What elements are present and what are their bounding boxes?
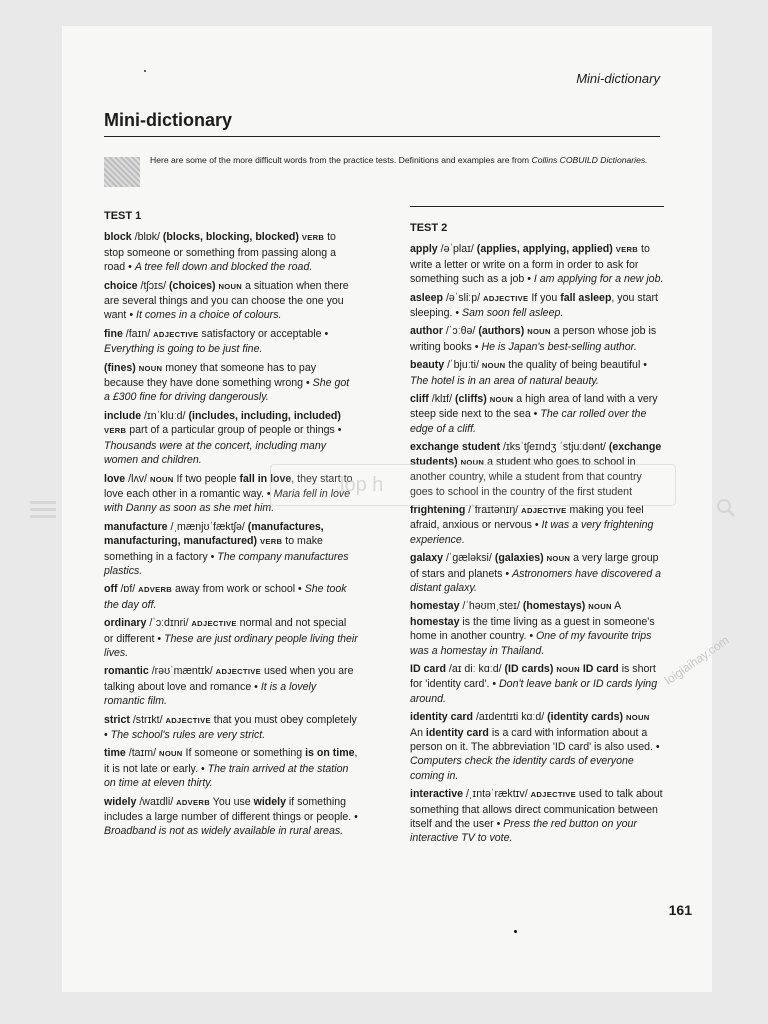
definition: money that someone has to pay because they have done something wrong: [104, 361, 317, 390]
cobuild-logo: [104, 157, 140, 187]
inflected-forms: (blocks, blocking, blocked): [162, 231, 299, 244]
part-of-speech: VERB: [104, 426, 127, 436]
intro-sentence: Here are some of the more difficult words from the practice tests. Definitions and examples are from: [150, 155, 530, 165]
part-of-speech: NOUN: [626, 713, 650, 723]
dictionary-entry: identity card /aɪdentɪti kɑːd/ (identity cards) NOUN An identity card is a card with information about a person on it. The abbreviation 'ID card' is also used. • Computers check the identity cards of everyone coming in.: [410, 711, 660, 782]
definition: satisfactory or acceptable: [201, 327, 322, 340]
example: One of my favourite trips was a homestay in Thailand.: [410, 630, 652, 657]
example: The hotel is in an area of natural beauty.: [410, 374, 599, 387]
title-rule: [104, 136, 660, 137]
definition: used when you are talking about love and romance: [104, 665, 354, 693]
example: Maria fell in love with Danny as soon as she met him.: [104, 487, 351, 515]
pronunciation: /blɒk/: [134, 231, 160, 244]
definition-lead: If two people: [176, 472, 240, 485]
part-of-speech: ADJECTIVE: [153, 329, 199, 339]
dictionary-entry: fine /faɪn/ ADJECTIVE satisfactory or acceptable • Everything is going to be just fine.: [104, 327, 329, 356]
pronunciation: /ˌmænjʊˈfæktʃə/: [170, 520, 245, 533]
column-test-1: [104, 206, 358, 843]
phrase-bold: ID card: [582, 662, 619, 675]
dictionary-entry: time /taɪm/ NOUN If someone or something is on time, it is not late or early. • The train arrived at the station on time at eleven thirty.: [104, 747, 358, 790]
definition: , they start to love each other in a romantic way.: [104, 472, 353, 500]
search-icon[interactable]: [716, 498, 736, 518]
headword: asleep: [410, 291, 443, 304]
inflected-forms: (ID cards): [504, 662, 554, 675]
speck: [514, 930, 517, 933]
part-of-speech: NOUN: [527, 327, 551, 337]
example: It was a very frightening experience.: [410, 519, 654, 546]
example: Everything is going to be just fine.: [104, 343, 263, 356]
phrase-bold: widely: [253, 795, 286, 808]
column-rule: [410, 206, 664, 207]
phrase-bold: is on time: [305, 747, 355, 760]
definition: , it is not late or early.: [104, 747, 358, 775]
definition: is a card with information about a person on it. The abbreviation 'ID card' is also used.: [410, 726, 653, 753]
page-title: Mini-dictionary: [104, 110, 233, 130]
part-of-speech: ADVERB: [138, 585, 173, 595]
example: Astronomers have discovered a distant galaxy.: [410, 567, 662, 594]
definition: used to talk about something that allows direct communication between itself and the user: [410, 788, 663, 831]
inflected-forms: (identity cards): [547, 711, 624, 724]
headword: ordinary: [104, 617, 147, 630]
dictionary-entry: love /lʌv/ NOUN If two people fall in love, they start to love each other in a romantic way. • Maria fell in love with Danny as soon as she met him.: [104, 472, 353, 515]
pronunciation: /ɒf/: [120, 583, 136, 596]
pronunciation: /taɪm/: [128, 747, 157, 760]
dictionary-entry: apply /əˈplaɪ/ (applies, applying, applied) VERB to write a letter or write on a form in order to ask for something such as a job • I am applying for a new job.: [410, 243, 664, 286]
search-overlay-text: lop h: [340, 474, 384, 496]
pronunciation: /ˌɪntəˈræktɪv/: [465, 788, 528, 801]
dictionary-entry: frightening /ˈfraɪtənɪŋ/ ADJECTIVE making you feel afraid, anxious or nervous • It was a very frightening experience.: [410, 503, 654, 546]
part-of-speech: ADJECTIVE: [483, 293, 529, 303]
part-of-speech: ADJECTIVE: [165, 715, 211, 725]
headword: cliff: [410, 393, 429, 406]
dictionary-entry: include /ɪnˈkluːd/ (includes, including, included) VERB part of a particular group of people or things • Thousands were at the concert, including many women and children.: [104, 409, 342, 467]
pronunciation: /strɪkt/: [132, 713, 163, 726]
part-of-speech: ADJECTIVE: [530, 790, 576, 800]
part-of-speech: NOUN: [159, 749, 183, 759]
column-test-2: [410, 206, 664, 850]
part-of-speech: NOUN: [481, 361, 506, 371]
example: Press the red button on your interactive TV to vote.: [410, 818, 637, 845]
part-of-speech: NOUN: [489, 395, 514, 405]
pronunciation: /ˈbjuːti/: [447, 359, 479, 372]
part-of-speech: VERB: [260, 537, 283, 547]
pronunciation: /ˈfraɪtənɪŋ/: [468, 503, 519, 516]
dictionary-entry: ordinary /ˈɔːdɪnri/ ADJECTIVE normal and not special or different • These are just ordinary people living their lives.: [104, 617, 358, 659]
pronunciation: /aɪ diː kɑːd/: [448, 662, 502, 675]
definition: , you start sleeping.: [410, 291, 658, 320]
entry-list: [104, 230, 358, 838]
pronunciation: /ˈɔːθə/: [445, 325, 476, 338]
phrase-bold: homestay: [410, 615, 460, 628]
dictionary-entry: off /ɒf/ ADVERB away from work or school • She took the day off.: [104, 583, 347, 611]
part-of-speech: ADJECTIVE: [191, 619, 237, 629]
pronunciation: /faɪn/: [125, 327, 151, 340]
headword: identity card: [410, 711, 473, 724]
example: The school's rules are very strict.: [110, 729, 266, 741]
definition: a high area of land with a very steep side next to the sea: [410, 393, 658, 421]
headword: widely: [104, 795, 137, 808]
dictionary-entry: asleep /əˈsliːp/ ADJECTIVE If you fall asleep, you start sleeping. • Sam soon fell asleep.: [410, 291, 658, 320]
speck: [144, 70, 146, 72]
definition: away from work or school: [175, 583, 296, 596]
pronunciation: /ɪksˈtʃeɪndʒ ˈstjuːdənt/: [503, 441, 606, 454]
headword: fine: [104, 327, 123, 340]
watermark: loigiaihay.com: [662, 632, 732, 688]
inflected-forms: (includes, including, included): [188, 409, 341, 422]
headword: ID card: [410, 662, 446, 675]
headword: (fines): [104, 361, 136, 374]
definition: part of a particular group of people or things: [129, 424, 335, 437]
example: The car rolled over the edge of a cliff.: [410, 408, 647, 435]
example: Don't leave bank or ID cards lying around.: [410, 678, 658, 705]
inflected-forms: (applies, applying, applied): [476, 243, 613, 256]
phrase-bold: identity card: [425, 726, 489, 739]
part-of-speech: NOUN: [588, 602, 612, 612]
definition: normal and not special or different: [104, 617, 347, 645]
pronunciation: /ˈhəʊmˌsteɪ/: [462, 600, 520, 613]
phrase-bold: fall in love: [239, 472, 292, 485]
pronunciation: /əˈplaɪ/: [440, 243, 474, 256]
example: The train arrived at the station on time at eleven thirty.: [104, 762, 349, 790]
example: Broadband is not as widely available in rural areas.: [104, 825, 344, 838]
part-of-speech: NOUN: [218, 281, 243, 291]
dictionary-entry: beauty /ˈbjuːti/ NOUN the quality of being beautiful • The hotel is in an area of natural beauty.: [410, 359, 647, 387]
pronunciation: /əˈsliːp/: [445, 291, 481, 304]
intro-text: [150, 154, 650, 166]
definition: that you must obey completely: [213, 713, 357, 726]
pronunciation: /klɪf/: [431, 393, 453, 406]
headword: galaxy: [410, 552, 443, 565]
definition: making you feel afraid, anxious or nervous: [410, 503, 644, 532]
dictionary-entry: (fines) NOUN money that someone has to pay because they have done something wrong • She got a £300 fine for driving dangerously.: [104, 361, 350, 404]
test-heading: TEST 1: [104, 210, 142, 222]
definition: to stop someone or something from passing along a road: [104, 231, 337, 274]
dictionary-entry: block /blɒk/ (blocks, blocking, blocked) VERB to stop someone or something from passing along a road • A tree fell down and blocked the road.: [104, 231, 337, 274]
pronunciation: /ˈgæləksi/: [445, 552, 492, 565]
headword: romantic: [104, 665, 149, 678]
dictionary-entry: cliff /klɪf/ (cliffs) NOUN a high area of land with a very steep side next to the sea • The car rolled over the edge of a cliff.: [410, 393, 658, 435]
part-of-speech: VERB: [615, 245, 639, 255]
example: These are just ordinary people living their lives.: [104, 632, 358, 659]
dictionary-entry: strict /strɪkt/ ADJECTIVE that you must obey completely • The school's rules are very strict.: [104, 713, 357, 741]
headword: apply: [410, 243, 438, 256]
pronunciation: /ɪnˈkluːd/: [144, 409, 186, 422]
pronunciation: /lʌv/: [128, 472, 147, 485]
example: She got a £300 fine for driving dangerously.: [104, 377, 350, 404]
headword: choice: [104, 279, 138, 292]
dictionary-entry: manufacture /ˌmænjʊˈfæktʃə/ (manufactures, manufacturing, manufactured) VERB to make something in a factory • The company manufactures plastics.: [104, 520, 349, 577]
headword: homestay: [410, 600, 460, 613]
pronunciation: /ˈɔːdɪnri/: [149, 617, 189, 630]
pronunciation: /tʃɔɪs/: [140, 279, 167, 292]
definition: the quality of being beautiful: [508, 359, 641, 372]
dictionary-entry: romantic /rəʊˈmæntɪk/ ADJECTIVE used when you are talking about love and romance • It is a lovely romantic film.: [104, 665, 354, 708]
part-of-speech: NOUN: [556, 664, 580, 674]
dictionary-entry: galaxy /ˈgæləksi/ (galaxies) NOUN a very large group of stars and planets • Astronomers have discovered a distant galaxy.: [410, 552, 662, 594]
test-heading: TEST 2: [410, 222, 448, 234]
inflected-forms: (galaxies): [494, 552, 544, 565]
headword: time: [104, 747, 126, 760]
definition: to make something in a factory: [104, 535, 323, 563]
part-of-speech: NOUN: [138, 363, 163, 373]
definition-lead: If someone or something: [185, 747, 306, 760]
definition: a person whose job is writing books: [410, 325, 657, 353]
definition: if something includes a large number of different things or people.: [104, 795, 352, 824]
dictionary-entry: widely /waɪdli/ ADVERB You use widely if something includes a large number of different things or people. • Broadband is not as widely available in rural areas.: [104, 795, 358, 838]
example: Sam soon fell asleep.: [462, 307, 564, 320]
headword: strict: [104, 713, 130, 726]
part-of-speech: VERB: [301, 233, 325, 243]
example: He is Japan's best-selling author.: [481, 340, 637, 353]
example: She took the day off.: [104, 583, 347, 611]
headword: beauty: [410, 359, 445, 372]
pronunciation: /waɪdli/: [139, 795, 174, 808]
example: Thousands were at the concert, including many women and children.: [104, 439, 327, 467]
example: It comes in a choice of colours.: [136, 309, 282, 322]
definition: a student who goes to school in another country, while a student from that country goes to school in the country of the first student: [410, 455, 642, 498]
dictionary-entry: ID card /aɪ diː kɑːd/ (ID cards) NOUN ID card is short for 'identity card'. • Don't leave bank or ID cards lying around.: [410, 662, 658, 705]
dictionary-entry: interactive /ˌɪntəˈræktɪv/ ADJECTIVE used to talk about something that allows direct communication between itself and the user • Press the red button on your interactive TV to vote.: [410, 788, 663, 845]
part-of-speech: NOUN: [460, 457, 485, 467]
dictionary-page: [62, 26, 732, 992]
part-of-speech: ADVERB: [176, 797, 210, 807]
inflected-forms: (homestays): [522, 600, 586, 613]
headword: exchange student: [410, 441, 501, 454]
dictionary-entry: author /ˈɔːθə/ (authors) NOUN a person whose job is writing books • He is Japan's best-selling author.: [410, 325, 657, 353]
search-overlay-bar[interactable]: [270, 464, 676, 506]
entry-list: [410, 242, 664, 845]
headword: manufacture: [104, 520, 168, 533]
pronunciation: /aɪdentɪti kɑːd/: [475, 711, 545, 724]
headword: block: [104, 231, 132, 244]
example: A tree fell down and blocked the road.: [134, 261, 313, 274]
dictionary-entry: homestay /ˈhəʊmˌsteɪ/ (homestays) NOUN A homestay is the time living as a guest in someone's home in another country. • One of my favourite trips was a homestay in Thailand.: [410, 600, 655, 657]
dictionary-entry: choice /tʃɔɪs/ (choices) NOUN a situation when there are several things and you can choose the one you want • It comes in a choice of colours.: [104, 279, 349, 322]
phrase-bold: fall asleep: [560, 291, 612, 304]
part-of-speech: NOUN: [149, 474, 174, 484]
running-head: Mini-dictionary: [576, 71, 660, 86]
example: Computers check the identity cards of everyone coming in.: [410, 755, 634, 782]
headword: off: [104, 583, 118, 596]
definition: is short for 'identity card'.: [410, 662, 656, 691]
definition-lead: An: [410, 726, 426, 739]
definition-lead: You use: [212, 795, 254, 808]
part-of-speech: ADJECTIVE: [215, 667, 261, 677]
definition-lead: If you: [531, 291, 561, 304]
inflected-forms: (authors): [478, 325, 525, 338]
pronunciation: /rəʊˈmæntɪk/: [151, 665, 213, 678]
headword: include: [104, 409, 142, 422]
part-of-speech: NOUN: [546, 554, 571, 564]
headword: author: [410, 325, 443, 338]
headword: frightening: [410, 503, 466, 516]
definition-lead: A: [614, 600, 621, 613]
inflected-forms: (manufactures, manufacturing, manufactured): [104, 520, 324, 548]
example: It is a lovely romantic film.: [104, 680, 317, 708]
page-number: 161: [668, 902, 692, 918]
example: The company manufactures plastics.: [104, 550, 349, 577]
definition: a very large group of stars and planets: [410, 552, 659, 580]
inflected-forms: (cliffs): [455, 393, 487, 406]
inflected-forms: (choices): [169, 279, 216, 292]
intro-source: Collins COBUILD Dictionaries.: [531, 155, 648, 165]
menu-icon[interactable]: [30, 501, 56, 519]
definition: to write a letter or write on a form in order to ask for something such as a job: [410, 243, 650, 286]
headword: love: [104, 472, 126, 485]
part-of-speech: ADJECTIVE: [521, 505, 567, 515]
example: I am applying for a new job.: [533, 273, 664, 286]
headword: interactive: [410, 788, 463, 801]
definition: a situation when there are several things and you can choose the one you want: [104, 279, 349, 322]
definition: is the time living as a guest in someone's home in another country.: [410, 615, 655, 643]
inflected-forms: (exchange students): [410, 441, 662, 468]
